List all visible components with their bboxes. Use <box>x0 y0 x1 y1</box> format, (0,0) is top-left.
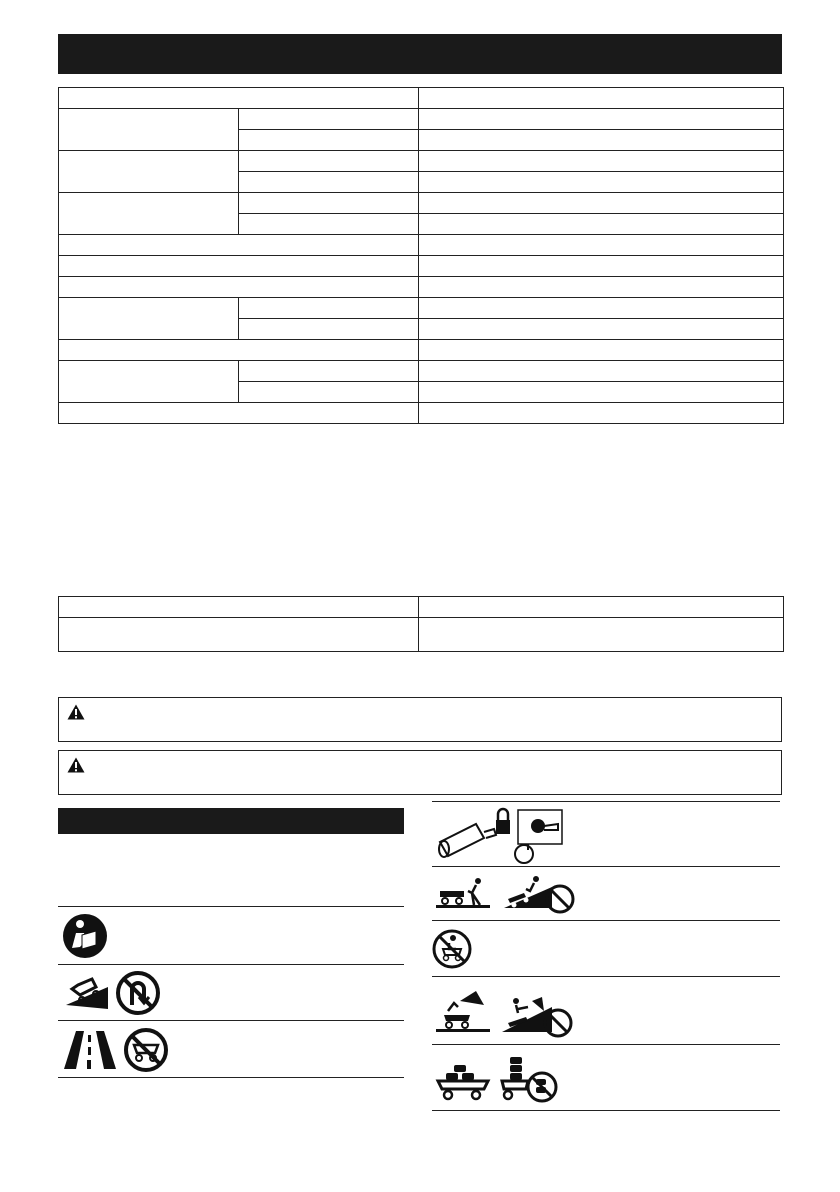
table-row <box>59 597 784 618</box>
table-row <box>59 277 784 298</box>
no-public-road-icon <box>58 1021 178 1078</box>
table-row <box>59 361 784 382</box>
table-row <box>59 151 784 172</box>
symbol-row <box>432 866 780 921</box>
symbol-row <box>58 964 404 1021</box>
symbol-row <box>432 1044 780 1111</box>
no-riding-icon <box>432 921 577 977</box>
table-row <box>59 618 784 652</box>
symbol-row <box>432 920 780 977</box>
table-row <box>59 298 784 319</box>
no-overloading-icon <box>432 1045 577 1111</box>
table-row <box>59 193 784 214</box>
table-row <box>59 88 784 109</box>
battery-table <box>58 596 784 652</box>
table-row <box>59 403 784 424</box>
warning-box <box>58 697 782 742</box>
table-row <box>59 235 784 256</box>
warning-triangle-icon <box>67 704 85 720</box>
table-row <box>59 256 784 277</box>
no-dumping-on-slope-icon <box>432 977 577 1045</box>
symbol-row <box>432 801 780 867</box>
symbol-row <box>58 906 404 965</box>
specifications-title-bar <box>58 34 782 74</box>
symbols-title-bar <box>58 808 404 834</box>
divider <box>432 1110 780 1111</box>
table-row <box>59 109 784 130</box>
warning-box <box>58 750 782 795</box>
specifications-table <box>58 87 784 424</box>
symbol-row <box>432 976 780 1045</box>
divider <box>58 1077 404 1078</box>
symbol-row <box>58 1020 404 1078</box>
warning-triangle-icon <box>67 757 85 773</box>
table-row <box>59 340 784 361</box>
read-manual-icon <box>58 907 178 965</box>
no-u-turn-on-slope-icon <box>58 965 178 1021</box>
lock-brake-wheel-icon <box>432 802 577 867</box>
no-pushing-on-slope-icon <box>432 867 577 921</box>
